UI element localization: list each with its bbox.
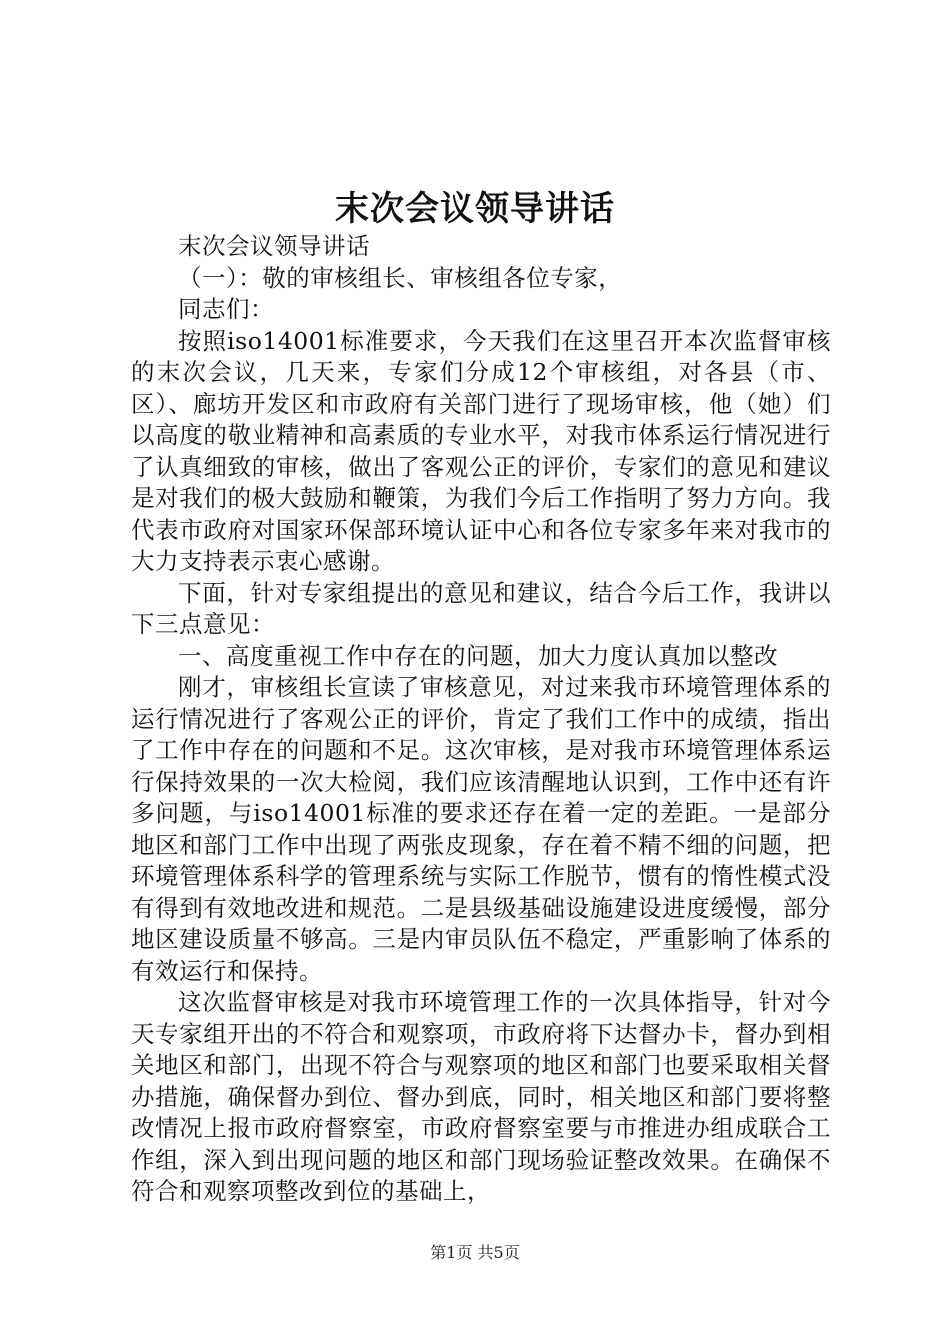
document-body: [131, 231, 831, 1208]
paragraph-intro: 按照iso14001标准要求，今天我们在这里召开本次监督审核的末次会议，几天来，专家们分成12个审核组，对各县（市、区）、廊坊开发区和市政府有关部门进行了现场审核，他（她）们以高度的敬业精神和高素质的专业水平，对我市体系运行情况进行了认真细致的审核，做出了客观公正的评价，专家们的意见和建议是对我们的极大鼓励和鞭策，为我们今后工作指明了努力方向。我代表市政府对国家环保部环境认证中心和各位专家多年来对我市的大力支持表示衷心感谢。: [131, 326, 831, 575]
paragraph-salutation: （一）：敬的审核组长、审核组各位专家，: [178, 263, 623, 292]
paragraph-problems: 刚才，审核组长宣读了审核意见，对过来我市环境管理体系的运行情况进行了客观公正的评价，肯定了我们工作中的成绩，指出了工作中存在的问题和不足。这次审核，是对我市环境管理体系运行保持效果的一次大检阅，我们应该清醒地认识到，工作中还有许多问题，与iso14001标准的要求还存在着一定的差距。一是部分地区和部门工作中出现了两张皮现象，存在着不精不细的问题，把环境管理体系科学的管理系统与实际工作脱节，惯有的惰性模式没有得到有效地改进和规范。二是县级基础设施建设进度缓慢，部分地区建设质量不够高。三是内审员队伍不稳定，严重影响了体系的有效运行和保持。: [131, 673, 831, 985]
paragraph-comrades: 同志们：: [178, 295, 274, 323]
paragraph-heading-repeat: 末次会议领导讲话: [178, 232, 370, 260]
page-footer: 第1页 共5页: [430, 1243, 520, 1262]
paragraph-three-points: 下面，针对专家组提出的意见和建议，结合今后工作，我讲以下三点意见：: [131, 578, 831, 638]
page-title: 末次会议领导讲话: [335, 189, 615, 229]
paragraph-supervision: 这次监督审核是对我市环境管理工作的一次具体指导，针对今天专家组开出的不符合和观察项，市政府将下达督办卡，督办到相关地区和部门，出现不符合与观察项的地区和部门也要采取相关督办措施，确保督办到位、督办到底，同时，相关地区和部门要将整改情况上报市政府督察室，市政府督察室要与市推进办组成联合工作组，深入到出现问题的地区和部门现场验证整改效果。在确保不符合和观察项整改到位的基础上，: [131, 988, 831, 1205]
section-heading-one: 一、高度重视工作中存在的问题，加大力度认真加以整改: [178, 641, 778, 670]
